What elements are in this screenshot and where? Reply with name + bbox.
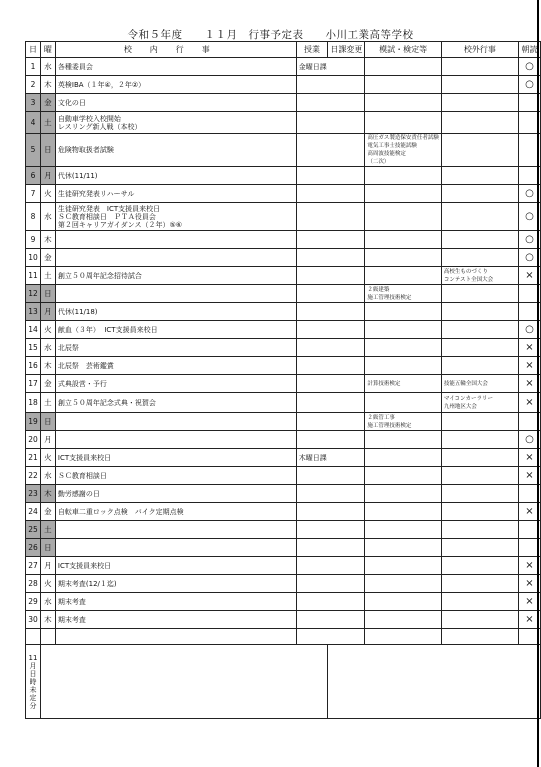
class-cell — [296, 339, 365, 357]
outside-cell — [441, 575, 518, 593]
class-cell — [296, 303, 365, 321]
class-cell — [296, 185, 365, 203]
table-row — [26, 185, 541, 203]
exam-cell — [365, 267, 442, 285]
exam-cell — [365, 503, 442, 521]
weekday-cell: 木 — [40, 357, 55, 375]
weekday-cell: 日 — [40, 539, 55, 557]
events-cell: ICT支援員来校日 — [55, 449, 296, 467]
weekday-cell: 木 — [40, 76, 55, 94]
events-cell: 創立５０周年記念招待試合 — [55, 267, 296, 285]
class-cell — [296, 393, 365, 413]
table-row — [26, 249, 541, 267]
outside-cell — [441, 557, 518, 575]
table-row — [26, 112, 541, 134]
exam-cell — [365, 575, 442, 593]
outside-cell — [441, 285, 518, 303]
day-cell: 7 — [26, 185, 41, 203]
events-cell — [55, 539, 296, 557]
outside-cell — [441, 593, 518, 611]
morning-cell: ○ — [519, 58, 541, 76]
day-cell: 23 — [26, 485, 41, 503]
outside-cell — [441, 611, 518, 629]
class-cell — [296, 167, 365, 185]
day-cell: 19 — [26, 413, 41, 431]
table-row — [26, 375, 541, 393]
table-row — [26, 575, 541, 593]
table-row — [26, 231, 541, 249]
weekday-cell: 木 — [40, 485, 55, 503]
class-cell — [296, 485, 365, 503]
exam-cell — [365, 112, 442, 134]
events-cell: 創立５０周年記念式典・祝賀会 — [55, 393, 296, 413]
class-cell — [296, 521, 365, 539]
header-row — [26, 42, 541, 58]
weekday-cell: 月 — [40, 303, 55, 321]
day-cell: 21 — [26, 449, 41, 467]
events-cell: 北辰祭 芸術鑑賞 — [55, 357, 296, 375]
weekday-cell: 水 — [40, 203, 55, 231]
day-cell: 1 — [26, 58, 41, 76]
table-row — [26, 94, 541, 112]
exam-cell — [365, 185, 442, 203]
undecided-label: 11 月 日 時 未 定 分 — [26, 645, 41, 719]
weekday-cell: 金 — [40, 249, 55, 267]
events-cell: 自転車二重ロック点検 バイク定期点検 — [55, 503, 296, 521]
exam-cell — [365, 203, 442, 231]
exam-cell — [365, 539, 442, 557]
day-cell: 25 — [26, 521, 41, 539]
weekday-cell: 土 — [40, 393, 55, 413]
header-daily-change: 日課変更 — [328, 42, 365, 58]
day-cell: 13 — [26, 303, 41, 321]
events-cell — [55, 431, 296, 449]
table-row — [26, 521, 541, 539]
weekday-cell: 日 — [40, 285, 55, 303]
exam-cell: ２級建築 施工管理技術検定 — [365, 285, 442, 303]
events-cell: ICT支援員来校日 — [55, 557, 296, 575]
morning-cell: × — [519, 503, 541, 521]
outside-cell — [441, 467, 518, 485]
day-cell: 3 — [26, 94, 41, 112]
header-outside: 校外行事 — [441, 42, 518, 58]
outside-cell — [441, 76, 518, 94]
day-cell: 12 — [26, 285, 41, 303]
day-cell: 2 — [26, 76, 41, 94]
events-cell: 自動車学校入校開始 レスリング新人戦（本校） — [55, 112, 296, 134]
weekday-cell: 木 — [40, 611, 55, 629]
weekday-cell: 火 — [40, 185, 55, 203]
class-cell — [296, 431, 365, 449]
table-row — [26, 539, 541, 557]
table-row — [26, 303, 541, 321]
day-cell: 16 — [26, 357, 41, 375]
events-cell: 各種委員会 — [55, 58, 296, 76]
outside-cell — [441, 431, 518, 449]
class-cell: 木曜日課 — [296, 449, 365, 467]
undecided-row — [26, 645, 541, 719]
events-cell: 勤労感謝の日 — [55, 485, 296, 503]
header-events: 校内行事 — [55, 42, 296, 58]
table-row — [26, 431, 541, 449]
exam-cell — [365, 303, 442, 321]
weekday-cell: 土 — [40, 267, 55, 285]
class-cell — [296, 503, 365, 521]
outside-cell — [441, 94, 518, 112]
day-cell: 26 — [26, 539, 41, 557]
header-exam: 模試・検定等 — [365, 42, 442, 58]
day-cell: 15 — [26, 339, 41, 357]
table-row — [26, 503, 541, 521]
weekday-cell: 月 — [40, 557, 55, 575]
weekday-cell: 火 — [40, 449, 55, 467]
morning-cell: ○ — [519, 321, 541, 339]
class-cell: 金曜日課 — [296, 58, 365, 76]
exam-cell — [365, 521, 442, 539]
weekday-cell: 日 — [40, 134, 55, 167]
day-cell: 8 — [26, 203, 41, 231]
weekday-cell: 土 — [40, 521, 55, 539]
exam-cell — [365, 393, 442, 413]
outside-cell: 高校生ものづくり コンテスト全国大会 — [441, 267, 518, 285]
events-cell: 代休(11/18) — [55, 303, 296, 321]
events-cell: ＳＣ教育相談日 — [55, 467, 296, 485]
events-cell: 期末考査 — [55, 593, 296, 611]
day-cell: 29 — [26, 593, 41, 611]
exam-cell — [365, 449, 442, 467]
events-cell — [55, 285, 296, 303]
outside-cell — [441, 185, 518, 203]
morning-cell: × — [519, 557, 541, 575]
page-title: 令和５年度 １１月 行事予定表 小川工業高等学校 — [127, 29, 414, 41]
table-row — [26, 167, 541, 185]
blank-row — [26, 629, 541, 645]
header-morning: 朝読 — [519, 42, 541, 58]
table-row — [26, 76, 541, 94]
class-cell — [296, 467, 365, 485]
table-row — [26, 467, 541, 485]
day-cell: 22 — [26, 467, 41, 485]
exam-cell — [365, 357, 442, 375]
outside-cell — [441, 485, 518, 503]
outside-cell — [441, 539, 518, 557]
morning-cell: × — [519, 593, 541, 611]
events-cell — [55, 249, 296, 267]
day-cell: 18 — [26, 393, 41, 413]
events-cell — [55, 231, 296, 249]
exam-cell — [365, 231, 442, 249]
events-cell: 期末考査 — [55, 611, 296, 629]
table-row — [26, 449, 541, 467]
events-cell: 文化の日 — [55, 94, 296, 112]
table-row — [26, 357, 541, 375]
outside-cell — [441, 134, 518, 167]
day-cell: 4 — [26, 112, 41, 134]
outside-cell — [441, 167, 518, 185]
table-row — [26, 321, 541, 339]
table-row — [26, 393, 541, 413]
class-cell — [296, 357, 365, 375]
outside-cell — [441, 303, 518, 321]
right-border — [537, 0, 539, 767]
day-cell: 30 — [26, 611, 41, 629]
events-cell: 期末考査(12/１迄) — [55, 575, 296, 593]
morning-cell: × — [519, 467, 541, 485]
weekday-cell: 水 — [40, 58, 55, 76]
exam-cell — [365, 431, 442, 449]
day-cell: 5 — [26, 134, 41, 167]
table-row — [26, 285, 541, 303]
events-cell: 代休(11/11) — [55, 167, 296, 185]
events-cell: 危険物取扱者試験 — [55, 134, 296, 167]
table-row — [26, 485, 541, 503]
header-weekday: 曜 — [40, 42, 55, 58]
exam-cell — [365, 321, 442, 339]
weekday-cell: 火 — [40, 321, 55, 339]
table-row — [26, 557, 541, 575]
day-cell: 14 — [26, 321, 41, 339]
events-cell — [55, 521, 296, 539]
day-cell: 6 — [26, 167, 41, 185]
table-row — [26, 267, 541, 285]
weekday-cell: 月 — [40, 431, 55, 449]
class-cell — [296, 112, 365, 134]
exam-cell: 高圧ガス製造保安責任者試験 電気工事士技能試験 高周波技能検定 （二次） — [365, 134, 442, 167]
events-cell: 北辰祭 — [55, 339, 296, 357]
morning-cell: × — [519, 267, 541, 285]
morning-cell: × — [519, 611, 541, 629]
day-cell: 11 — [26, 267, 41, 285]
morning-cell: × — [519, 339, 541, 357]
exam-cell — [365, 339, 442, 357]
weekday-cell: 水 — [40, 339, 55, 357]
outside-cell — [441, 357, 518, 375]
outside-cell: 技能五輪全国大会 — [441, 375, 518, 393]
day-cell: 27 — [26, 557, 41, 575]
exam-cell — [365, 94, 442, 112]
outside-cell — [441, 231, 518, 249]
weekday-cell: 金 — [40, 94, 55, 112]
morning-cell: ○ — [519, 431, 541, 449]
exam-cell — [365, 485, 442, 503]
weekday-cell: 金 — [40, 503, 55, 521]
weekday-cell: 火 — [40, 575, 55, 593]
morning-cell: × — [519, 575, 541, 593]
weekday-cell: 木 — [40, 231, 55, 249]
outside-cell — [441, 413, 518, 431]
class-cell — [296, 575, 365, 593]
class-cell — [296, 203, 365, 231]
weekday-cell: 水 — [40, 467, 55, 485]
exam-cell: 計算技術検定 — [365, 375, 442, 393]
weekday-cell: 金 — [40, 375, 55, 393]
events-cell: 英検IBA（１年④，２年②） — [55, 76, 296, 94]
table-row — [26, 58, 541, 76]
events-cell — [55, 413, 296, 431]
schedule-table — [25, 41, 541, 719]
class-cell — [296, 413, 365, 431]
morning-cell: ○ — [519, 231, 541, 249]
class-cell — [296, 593, 365, 611]
table-row — [26, 413, 541, 431]
morning-cell: ○ — [519, 249, 541, 267]
class-cell — [296, 231, 365, 249]
class-cell — [296, 267, 365, 285]
day-cell: 20 — [26, 431, 41, 449]
outside-cell: マイコンカーラリー 九州地区大会 — [441, 393, 518, 413]
class-cell — [296, 375, 365, 393]
class-cell — [296, 539, 365, 557]
weekday-cell: 土 — [40, 112, 55, 134]
events-cell: 生徒研究発表 ICT支援員来校日 ＳＣ教育相談日 ＰＴＡ役員会 第２回キャリアガイダンス（２年）⑤⑥ — [55, 203, 296, 231]
outside-cell — [441, 449, 518, 467]
morning-cell: × — [519, 375, 541, 393]
outside-cell — [441, 521, 518, 539]
exam-cell — [365, 249, 442, 267]
exam-cell — [365, 593, 442, 611]
outside-cell — [441, 339, 518, 357]
table-row — [26, 593, 541, 611]
header-class: 授業 — [296, 42, 328, 58]
outside-cell — [441, 249, 518, 267]
exam-cell — [365, 557, 442, 575]
exam-cell: ２級管工事 施工管理技術検定 — [365, 413, 442, 431]
class-cell — [296, 285, 365, 303]
exam-cell — [365, 76, 442, 94]
morning-cell: × — [519, 449, 541, 467]
class-cell — [296, 134, 365, 167]
class-cell — [296, 557, 365, 575]
class-cell — [296, 321, 365, 339]
morning-cell: ○ — [519, 185, 541, 203]
morning-cell: × — [519, 393, 541, 413]
weekday-cell: 水 — [40, 593, 55, 611]
class-cell — [296, 94, 365, 112]
outside-cell — [441, 58, 518, 76]
events-cell: 生徒研究発表リハーサル — [55, 185, 296, 203]
exam-cell — [365, 467, 442, 485]
outside-cell — [441, 321, 518, 339]
table-row — [26, 339, 541, 357]
weekday-cell: 月 — [40, 167, 55, 185]
events-cell: 式典設営・予行 — [55, 375, 296, 393]
day-cell: 9 — [26, 231, 41, 249]
exam-cell — [365, 58, 442, 76]
day-cell: 17 — [26, 375, 41, 393]
outside-cell — [441, 503, 518, 521]
class-cell — [296, 611, 365, 629]
day-cell: 24 — [26, 503, 41, 521]
outside-cell — [441, 203, 518, 231]
events-cell: 献血（３年） ICT支援員来校日 — [55, 321, 296, 339]
table-row — [26, 203, 541, 231]
morning-cell: × — [519, 357, 541, 375]
table-row — [26, 611, 541, 629]
outside-cell — [441, 112, 518, 134]
class-cell — [296, 76, 365, 94]
table-row — [26, 134, 541, 167]
day-cell: 28 — [26, 575, 41, 593]
exam-cell — [365, 167, 442, 185]
header-day: 日 — [26, 42, 41, 58]
morning-cell: ○ — [519, 76, 541, 94]
day-cell: 10 — [26, 249, 41, 267]
class-cell — [296, 249, 365, 267]
weekday-cell: 日 — [40, 413, 55, 431]
exam-cell — [365, 611, 442, 629]
morning-cell: ○ — [519, 203, 541, 231]
